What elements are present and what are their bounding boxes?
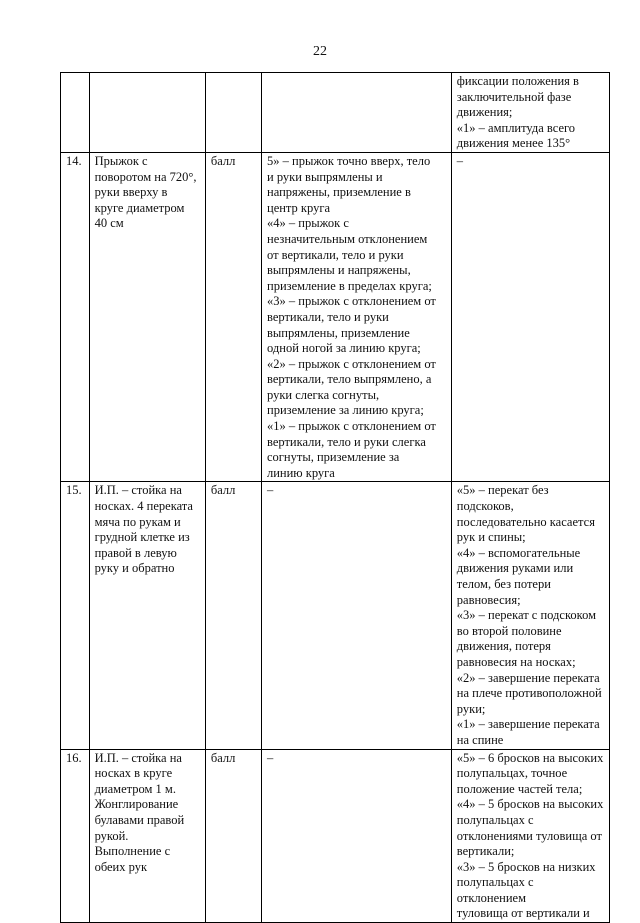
unit-cell bbox=[205, 73, 261, 153]
row-number bbox=[61, 73, 90, 153]
table-row bbox=[61, 73, 610, 153]
table-row bbox=[61, 152, 610, 481]
table-row bbox=[61, 482, 610, 749]
page-number: 22 bbox=[313, 44, 327, 59]
criteria-cell-b: «5» – перекат без подскоков, последовательно касается рук и спины; «4» – вспомогательные движения руками или телом, без потери равновесия; «3» – перекат с подскоком во второй половине движения, потеря равновесия на носках; «2» – завершение переката на плече противоположной руки; «1» – завершение переката на спине bbox=[451, 482, 609, 749]
table-row bbox=[61, 749, 610, 923]
exercise-name bbox=[89, 73, 205, 153]
criteria-cell-b: – bbox=[451, 152, 609, 481]
criteria-cell-a: – bbox=[262, 482, 452, 749]
criteria-cell-b: «5» – 6 бросков на высоких полупальцах, точное положение частей тела; «4» – 5 бросков на высоких полупальцах с отклонениями туловища от вертикали; «3» – 5 бросков на низких полупальцах с отклонением туловища от вертикали и bbox=[451, 749, 609, 923]
exercise-name: И.П. – стойка на носках в круге диаметром 1 м. Жонглирование булавами правой рукой. Выполнение с обеих рук bbox=[89, 749, 205, 923]
criteria-cell-a: – bbox=[262, 749, 452, 923]
criteria-cell-b: фиксации положения в заключительной фазе движения; «1» – амплитуда всего движения менее 135° bbox=[451, 73, 609, 153]
unit-cell: балл bbox=[205, 482, 261, 749]
row-number: 16. bbox=[61, 749, 90, 923]
exercise-name: Прыжок с поворотом на 720°, руки вверху в круге диаметром 40 см bbox=[89, 152, 205, 481]
unit-cell: балл bbox=[205, 749, 261, 923]
criteria-cell-a bbox=[262, 73, 452, 153]
exercise-name: И.П. – стойка на носках. 4 переката мяча по рукам и грудной клетке из правой в левую руку и обратно bbox=[89, 482, 205, 749]
standards-table bbox=[60, 72, 610, 923]
row-number: 14. bbox=[61, 152, 90, 481]
row-number: 15. bbox=[61, 482, 90, 749]
criteria-cell-a: 5» – прыжок точно вверх, тело и руки выпрямлены и напряжены, приземление в центр круга «4» – прыжок с незначительным отклонением от вертикали, тело и руки выпрямлены и напряжены, приземление в пределах круга; «3» – прыжок с отклонением от вертикали, тело и руки выпрямлены, приземление одной ногой за линию круга; «2» – прыжок с отклонением от вертикали, тело выпрямлено, а руки слегка согнуты, приземление за линию круга; «1» – прыжок с отклонением от вертикали, тело и руки слегка согнуты, приземление за линию круга bbox=[262, 152, 452, 481]
unit-cell: балл bbox=[205, 152, 261, 481]
